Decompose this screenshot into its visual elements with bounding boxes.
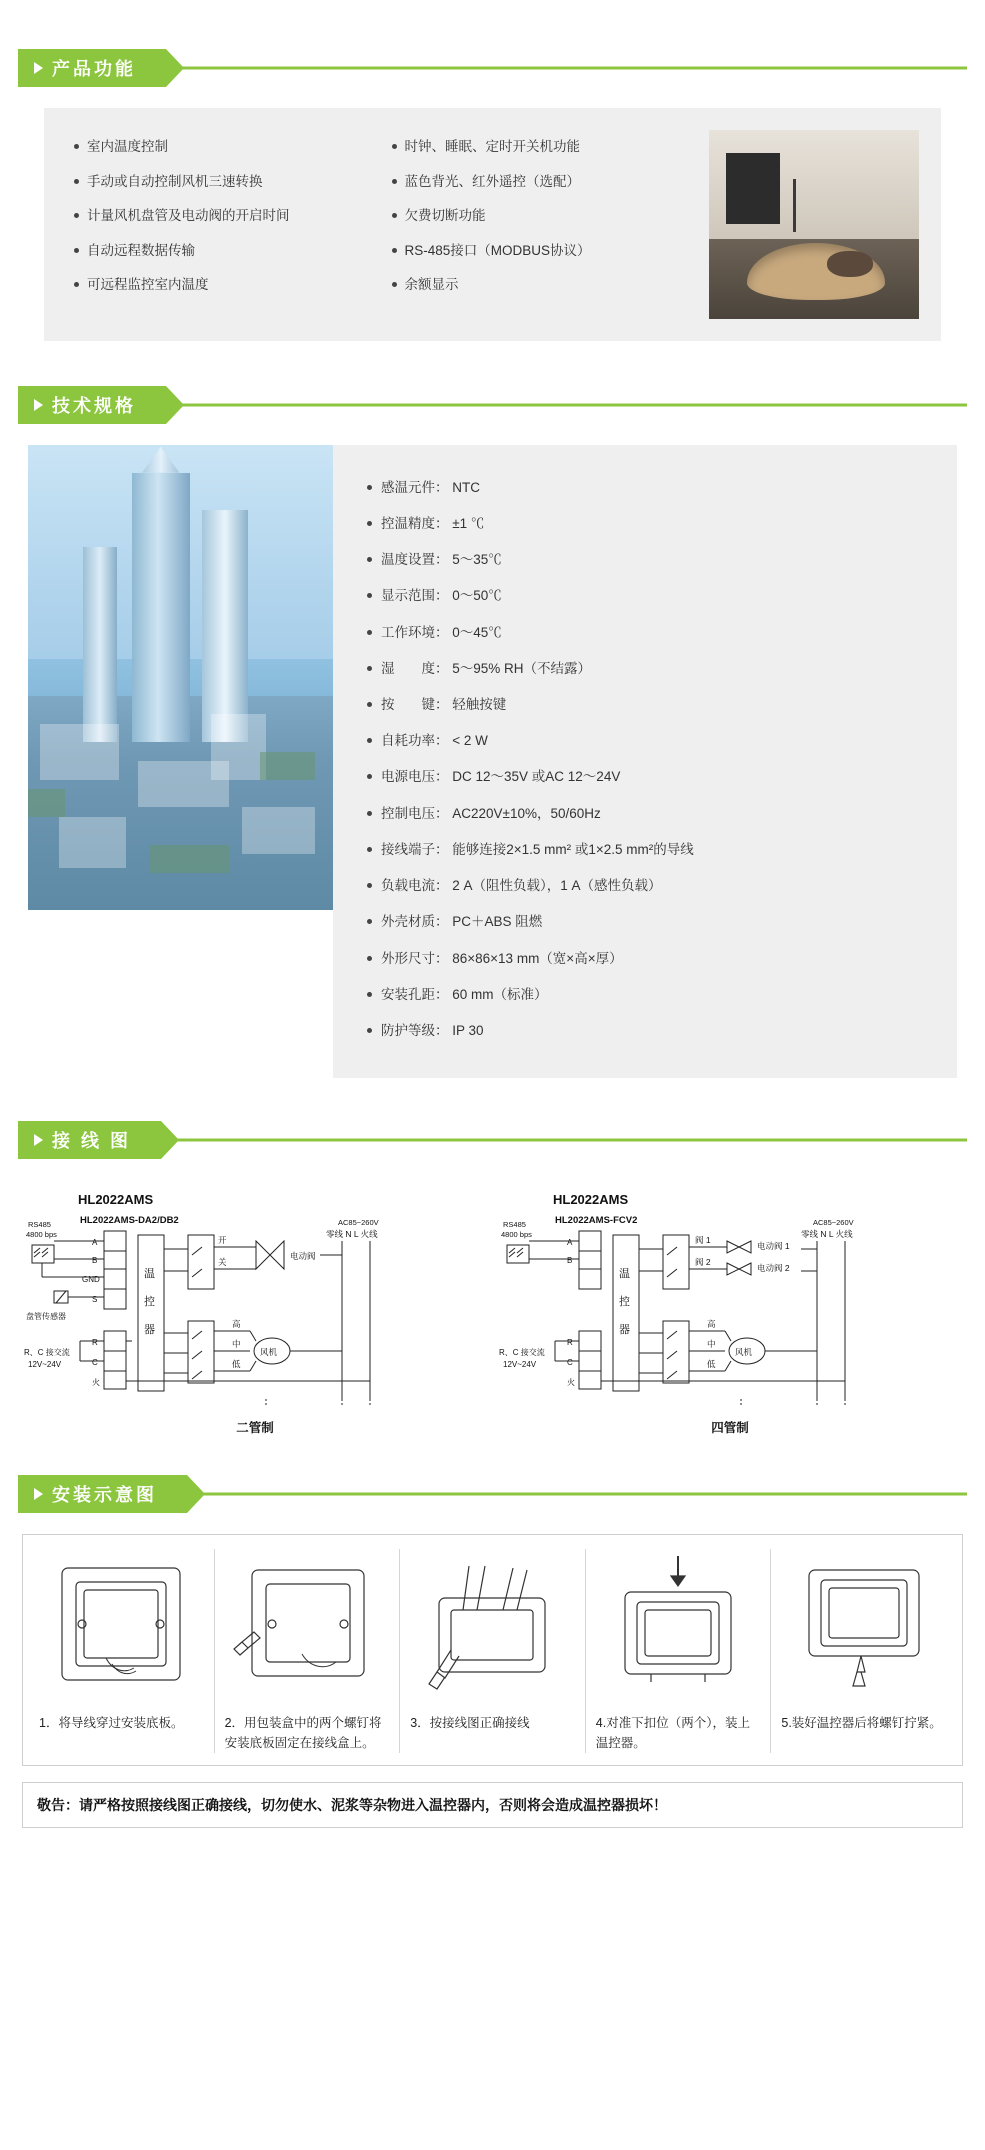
list-item <box>392 138 700 156</box>
list-item <box>367 587 937 605</box>
list-item <box>367 624 937 642</box>
svg-text:风机: 风机 <box>260 1347 278 1358</box>
bullet-icon <box>367 702 372 707</box>
svg-text:盘管传感器: 盘管传感器 <box>26 1312 66 1322</box>
section-title: 安装示意图 <box>52 1485 157 1506</box>
list-item <box>392 242 700 260</box>
bullet-icon <box>367 956 372 961</box>
svg-text:阀 2: 阀 2 <box>695 1257 711 1268</box>
feature-text: 欠费切断功能 <box>404 208 486 224</box>
svg-text:高: 高 <box>707 1319 716 1330</box>
specs-list <box>333 445 957 1079</box>
list-item <box>367 696 937 714</box>
spec-text: 接线端子： 能够连接2×1.5 mm² 或1×2.5 mm²的导线 <box>381 841 694 857</box>
bedroom-photo <box>709 130 919 319</box>
spec-text: 负载电流： 2 A（阻性负载），1 A（感性负载） <box>381 878 662 894</box>
list-item <box>367 841 937 859</box>
svg-text:零线 N L 火线: 零线 N L 火线 <box>801 1229 853 1240</box>
svg-text:器: 器 <box>619 1324 630 1337</box>
section-title: 接 线 图 <box>52 1131 132 1152</box>
svg-text:低: 低 <box>707 1359 716 1370</box>
bullet-icon <box>367 811 372 816</box>
bullet-icon <box>392 248 397 253</box>
bullet-icon <box>367 919 372 924</box>
bullet-icon <box>367 738 372 743</box>
wiring-schematic-right <box>495 1209 965 1414</box>
list-item <box>367 950 937 968</box>
install-step-text: 5.装好温控器后将螺钉拧紧。 <box>781 1716 942 1731</box>
list-item <box>74 242 382 260</box>
bullet-icon <box>367 630 372 635</box>
svg-text:12V~24V: 12V~24V <box>503 1360 537 1370</box>
svg-text:器: 器 <box>144 1324 155 1337</box>
section-header-wiring <box>18 1118 967 1162</box>
svg-text:关: 关 <box>218 1257 227 1268</box>
city-photo <box>28 445 333 910</box>
svg-text:RS485: RS485 <box>503 1220 526 1230</box>
spec-text: 温度设置： 5～35℃ <box>381 552 502 568</box>
svg-text:开: 开 <box>218 1235 227 1246</box>
spec-text: 控制电压： AC220V±10%，50/60Hz <box>381 805 601 821</box>
feature-text: 自动远程数据传输 <box>87 242 195 258</box>
svg-text:S: S <box>92 1295 98 1305</box>
installation-steps <box>22 1534 963 1766</box>
install-figure-5 <box>781 1549 946 1699</box>
triangle-icon <box>34 62 43 74</box>
install-step-1 <box>29 1549 215 1753</box>
warning-note: 敬告：请严格按照接线图正确接线，切勿使水、泥浆等杂物进入温控器内，否则将会造成温控器损坏！ <box>22 1782 963 1828</box>
photo-tower-2 <box>202 510 248 743</box>
install-step-text: 4.对准下扣位（两个），装上温控器。 <box>595 1716 750 1751</box>
svg-text:零线 N L 火线: 零线 N L 火线 <box>326 1229 378 1240</box>
section-tag <box>18 386 166 424</box>
features-column-2 <box>392 138 710 311</box>
list-item <box>367 805 937 823</box>
list-item <box>74 138 382 156</box>
photo-block <box>40 724 119 780</box>
photo-greenery <box>260 752 315 780</box>
photo-window <box>726 153 781 225</box>
svg-text:中: 中 <box>707 1339 716 1350</box>
bullet-icon <box>392 144 397 149</box>
svg-text:低: 低 <box>232 1359 241 1370</box>
list-item <box>367 660 937 678</box>
svg-text:火: 火 <box>567 1378 575 1388</box>
svg-text:AC85~260V: AC85~260V <box>338 1218 379 1228</box>
list-item <box>367 1022 937 1040</box>
feature-text: RS-485接口（MODBUS协议） <box>404 242 591 258</box>
spec-text: 湿 度： 5～95% RH（不结露） <box>381 660 592 676</box>
photo-block <box>211 714 266 779</box>
photo-tower-3 <box>83 547 117 742</box>
list-item <box>392 173 700 191</box>
wiring-diagram-four-pipe <box>495 1186 965 1436</box>
photo-pillow <box>827 251 873 277</box>
bullet-icon <box>74 144 79 149</box>
photo-block <box>242 807 315 854</box>
feature-text: 室内温度控制 <box>87 139 168 154</box>
svg-text:中: 中 <box>232 1339 241 1350</box>
spec-text: 电源电压： DC 12～35V 或AC 12～24V <box>381 769 621 785</box>
svg-text:风机: 风机 <box>735 1347 753 1358</box>
bullet-icon <box>74 282 79 287</box>
photo-greenery <box>28 789 65 817</box>
diagram-model-top: HL2022AMS <box>78 1192 154 1208</box>
feature-text: 时钟、睡眠、定时开关机功能 <box>404 139 580 154</box>
list-item <box>367 913 937 931</box>
svg-text:B: B <box>567 1256 573 1266</box>
install-step-2 <box>215 1549 401 1753</box>
spec-text: 防护等级： IP 30 <box>381 1023 484 1039</box>
install-step-text: 1．将导线穿过安装底板。 <box>39 1716 184 1731</box>
features-columns <box>44 108 709 341</box>
triangle-icon <box>34 1488 43 1500</box>
svg-text:电动阀 1: 电动阀 1 <box>757 1241 790 1252</box>
bullet-icon <box>74 213 79 218</box>
list-item <box>367 551 937 569</box>
svg-text:电动阀 2: 电动阀 2 <box>757 1263 790 1274</box>
list-item <box>392 207 700 225</box>
svg-text:C: C <box>92 1358 98 1368</box>
product-datasheet-page <box>0 46 985 2150</box>
install-figure-3 <box>410 1549 575 1699</box>
list-item <box>367 479 937 497</box>
svg-text:B: B <box>92 1256 98 1266</box>
svg-text:电动阀: 电动阀 <box>290 1251 316 1262</box>
feature-text: 计量风机盘管及电动阀的开启时间 <box>87 208 290 224</box>
spec-text: 显示范围： 0～50℃ <box>381 588 502 604</box>
list-item <box>74 173 382 191</box>
svg-text:HL2022AMS-DA2/DB2: HL2022AMS-DA2/DB2 <box>80 1215 179 1227</box>
svg-text:高: 高 <box>232 1319 241 1330</box>
bullet-icon <box>74 179 79 184</box>
install-step-text: 3．按接线图正确接线 <box>410 1716 530 1731</box>
list-item <box>392 276 700 294</box>
section-tag <box>18 49 166 87</box>
bullet-icon <box>367 485 372 490</box>
svg-text:控: 控 <box>619 1296 630 1309</box>
feature-text: 余额显示 <box>404 277 459 293</box>
bullet-icon <box>367 847 372 852</box>
bullet-icon <box>367 666 372 671</box>
spec-text: 按 键： 轻触按键 <box>381 697 507 713</box>
feature-text: 可远程监控室内温度 <box>87 277 209 293</box>
spec-text: 自耗功率： < 2 W <box>381 733 488 749</box>
svg-text:R、C 接交流: R、C 接交流 <box>24 1348 70 1358</box>
install-figure-4 <box>596 1549 761 1699</box>
diagram-model-top: HL2022AMS <box>553 1192 629 1208</box>
bullet-icon <box>367 593 372 598</box>
spec-text: 工作环境： 0～45℃ <box>381 624 502 640</box>
install-step-3 <box>400 1549 586 1753</box>
photo-block <box>59 817 126 868</box>
feature-text: 手动或自动控制风机三速转换 <box>87 173 263 189</box>
specs-panel <box>28 445 957 1079</box>
spec-text: 感温元件： NTC <box>381 479 480 495</box>
svg-text:控: 控 <box>144 1296 155 1309</box>
bullet-icon <box>392 213 397 218</box>
svg-text:火: 火 <box>92 1378 100 1388</box>
bullet-icon <box>392 282 397 287</box>
svg-text:R、C 接交流: R、C 接交流 <box>499 1348 545 1358</box>
install-step-4 <box>586 1549 772 1753</box>
svg-text:R: R <box>567 1338 573 1348</box>
svg-text:温: 温 <box>619 1268 630 1281</box>
wiring-diagram-two-pipe <box>20 1186 490 1436</box>
bullet-icon <box>367 521 372 526</box>
bullet-icon <box>367 883 372 888</box>
bullet-icon <box>367 774 372 779</box>
diagram-caption: 四管制 <box>711 1421 749 1436</box>
section-header-specs <box>18 383 967 427</box>
svg-text:R: R <box>92 1338 98 1348</box>
list-item <box>74 207 382 225</box>
install-step-5 <box>771 1549 956 1753</box>
list-item <box>367 515 937 533</box>
svg-text:RS485: RS485 <box>28 1220 51 1230</box>
wiring-schematic-left <box>20 1209 490 1414</box>
list-item <box>367 768 937 786</box>
install-step-text: 2．用包装盒中的两个螺钉将安装底板固定在接线盒上。 <box>224 1716 382 1751</box>
section-tag <box>18 1121 161 1159</box>
svg-text:A: A <box>92 1238 98 1248</box>
svg-text:C: C <box>567 1358 573 1368</box>
install-figure-1 <box>39 1549 204 1699</box>
photo-greenery <box>150 845 229 873</box>
feature-text: 蓝色背光、红外遥控（选配） <box>404 173 580 189</box>
bullet-icon <box>392 179 397 184</box>
photo-tower-1 <box>132 473 190 743</box>
triangle-icon <box>34 1134 43 1146</box>
list-item <box>367 732 937 750</box>
svg-text:12V~24V: 12V~24V <box>28 1360 62 1370</box>
photo-lamp <box>793 179 796 232</box>
section-title: 产品功能 <box>52 59 136 79</box>
spec-text: 控温精度： ±1 ℃ <box>381 515 485 531</box>
bullet-icon <box>367 557 372 562</box>
bullet-icon <box>367 992 372 997</box>
features-column-1 <box>74 138 392 311</box>
section-tag <box>18 1475 187 1513</box>
list-item <box>74 276 382 294</box>
spec-text: 外壳材质： PC＋ABS 阻燃 <box>381 914 543 930</box>
svg-text:阀 1: 阀 1 <box>695 1235 711 1246</box>
list-item <box>367 986 937 1004</box>
bullet-icon <box>74 248 79 253</box>
diagram-caption: 二管制 <box>236 1421 274 1436</box>
triangle-icon <box>34 399 43 411</box>
svg-text:A: A <box>567 1238 573 1248</box>
list-item <box>367 877 937 895</box>
install-figure-2 <box>225 1549 390 1699</box>
bullet-icon <box>367 1028 372 1033</box>
svg-text:4800 bps: 4800 bps <box>501 1230 532 1240</box>
section-header-install <box>18 1472 967 1516</box>
spec-text: 安装孔距： 60 mm（标准） <box>381 986 548 1002</box>
features-panel <box>44 108 941 341</box>
svg-text:HL2022AMS-FCV2: HL2022AMS-FCV2 <box>555 1215 638 1227</box>
svg-text:4800 bps: 4800 bps <box>26 1230 57 1240</box>
svg-text:温: 温 <box>144 1268 155 1281</box>
svg-text:GND: GND <box>82 1275 100 1285</box>
section-header-features <box>18 46 967 90</box>
wiring-diagrams <box>20 1186 965 1436</box>
spec-text: 外形尺寸： 86×86×13 mm（宽×高×厚） <box>381 950 623 966</box>
section-title: 技术规格 <box>52 395 136 416</box>
svg-text:AC85~260V: AC85~260V <box>813 1218 854 1228</box>
